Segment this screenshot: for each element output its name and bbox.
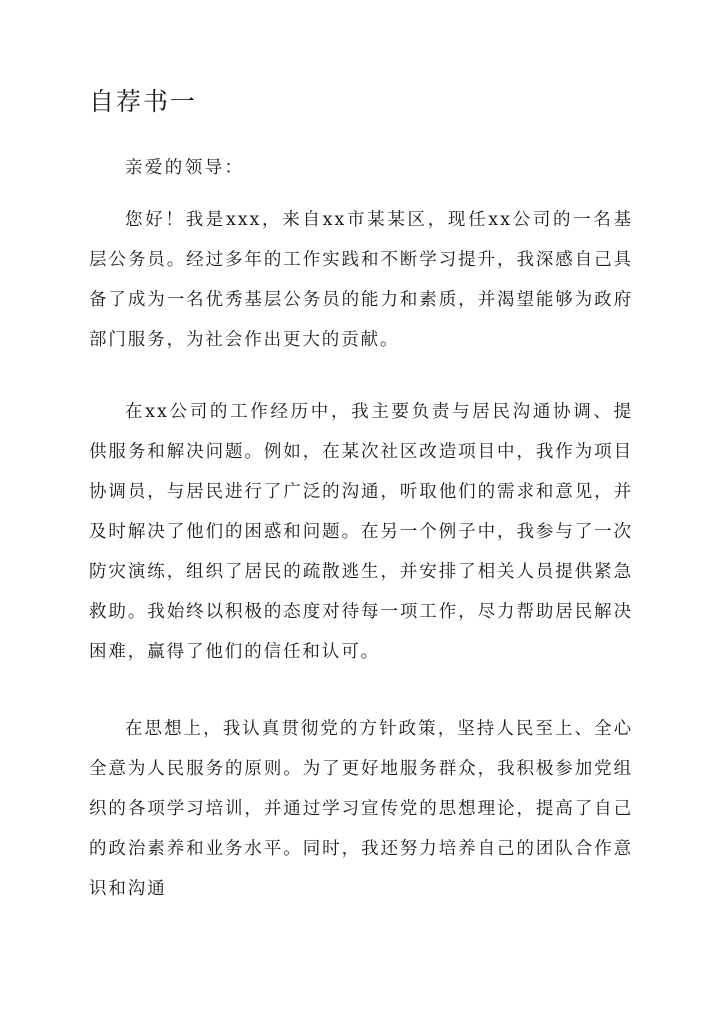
paragraph-ideology: 在思想上，我认真贯彻党的方针政策，坚持人民至上、全心全意为人民服务的原则。为了更好地服务群众，我积极参加党组织的各项学习培训，并通过学习宣传党的思想理论，提高了自己的政治素养和业务水平。同时，我还努力培养自己的团队合作意识和沟通 — [89, 719, 633, 899]
salutation: 亲爱的领导： — [125, 158, 245, 178]
paragraph-introduction: 您好！我是xxx，来自xx市某某区，现任xx公司的一名基层公务员。经过多年的工作实践和不断学习提升，我深感自己具备了成为一名优秀基层公务员的能力和素质，并渴望能够为政府部门服务，为社会作出更大的贡献。 — [89, 210, 633, 350]
document-title: 自荐书一 — [89, 87, 198, 116]
paragraph-work-experience: 在xx公司的工作经历中，我主要负责与居民沟通协调、提供服务和解决问题。例如，在某次社区改造项目中，我作为项目协调员，与居民进行了广泛的沟通，听取他们的需求和意见，并及时解决了他们的困惑和问题。在另一个例子中，我参与了一次防灾演练，组织了居民的疏散逃生，并安排了相关人员提供紧急救助。我始终以积极的态度对待每一项工作，尽力帮助居民解决困难，赢得了他们的信任和认可。 — [89, 402, 633, 662]
